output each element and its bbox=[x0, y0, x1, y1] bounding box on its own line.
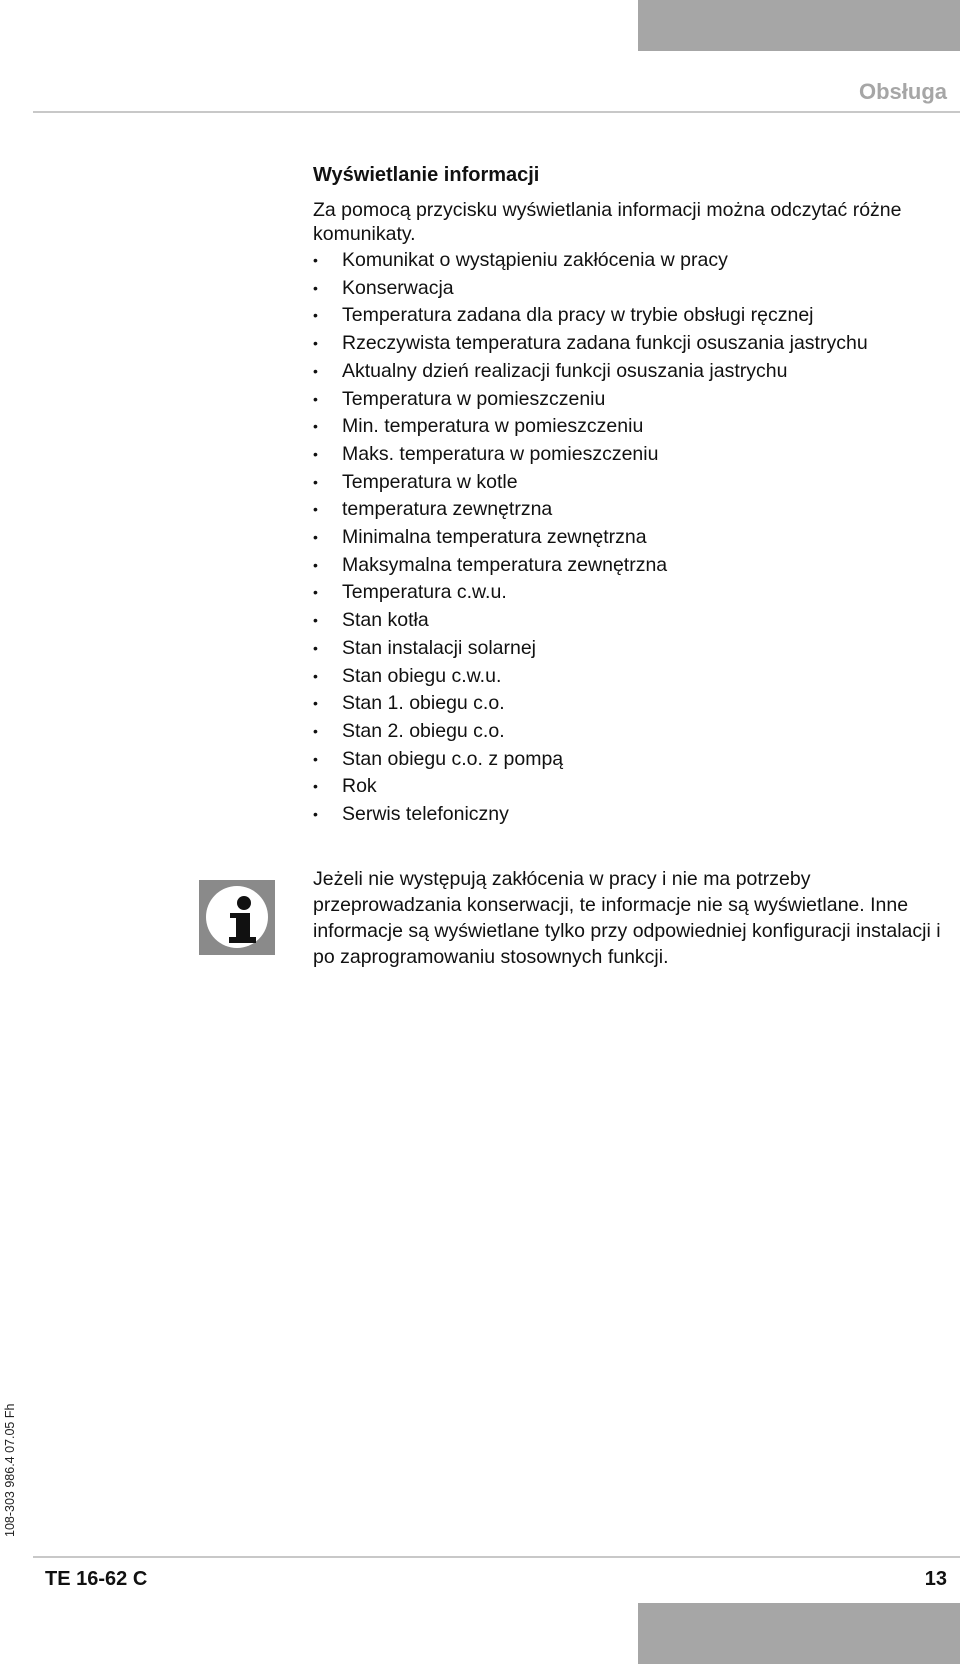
footer-bar bbox=[638, 1603, 960, 1664]
section-header: Obsługa bbox=[858, 79, 947, 104]
header-bar bbox=[638, 0, 960, 51]
list-item: • Maks. temperatura w pomieszczeniu bbox=[313, 441, 953, 469]
list-item: • Konserwacja bbox=[313, 275, 953, 303]
list-item: • Aktualny dzień realizacji funkcji osuszania jastrychu bbox=[313, 358, 953, 386]
list-item: • Stan 2. obiegu c.o. bbox=[313, 718, 953, 746]
list-item: • temperatura zewnętrzna bbox=[313, 496, 953, 524]
list-item: • Komunikat o wystąpieniu zakłócenia w pracy bbox=[313, 247, 953, 275]
page-number: 13 bbox=[924, 1568, 947, 1590]
main-content bbox=[313, 162, 953, 829]
list-item: • Stan kotła bbox=[313, 607, 953, 635]
info-icon bbox=[199, 880, 275, 955]
list-item: • Stan instalacji solarnej bbox=[313, 635, 953, 663]
header-divider bbox=[33, 111, 960, 113]
info-note: Jeżeli nie występują zakłócenia w pracy i nie ma potrzeby przeprowadzania konserwacji, te informacje nie są wyświetlane. Inne informacje są wyświetlane tylko przy odpowiedniej konfiguracji instalacji i po zaprogramowaniu stosownych funkcji. bbox=[313, 868, 941, 968]
list-item: • Minimalna temperatura zewnętrzna bbox=[313, 524, 953, 552]
list-item: • Temperatura zadana dla pracy w trybie obsługi ręcznej bbox=[313, 302, 953, 330]
list-item: • Serwis telefoniczny bbox=[313, 801, 953, 829]
info-list bbox=[313, 247, 953, 829]
page-title: Wyświetlanie informacji bbox=[313, 164, 540, 186]
footer-model: TE 16-62 C bbox=[45, 1568, 148, 1590]
intro-paragraph: Za pomocą przycisku wyświetlania informacji można odczytać różne komunikaty. bbox=[313, 199, 902, 245]
list-item: • Maksymalna temperatura zewnętrzna bbox=[313, 552, 953, 580]
list-item: • Temperatura c.w.u. bbox=[313, 579, 953, 607]
document-code: 108-303 986.4 07.05 Fh bbox=[3, 1403, 17, 1537]
list-item: • Rzeczywista temperatura zadana funkcji osuszania jastrychu bbox=[313, 330, 953, 358]
list-item: • Stan obiegu c.w.u. bbox=[313, 663, 953, 691]
list-item: • Rok bbox=[313, 773, 953, 801]
list-item: • Stan 1. obiegu c.o. bbox=[313, 690, 953, 718]
footer-divider bbox=[33, 1556, 960, 1558]
list-item: • Temperatura w pomieszczeniu bbox=[313, 386, 953, 414]
list-item: • Min. temperatura w pomieszczeniu bbox=[313, 413, 953, 441]
list-item: • Temperatura w kotle bbox=[313, 469, 953, 497]
list-item: • Stan obiegu c.o. z pompą bbox=[313, 746, 953, 774]
